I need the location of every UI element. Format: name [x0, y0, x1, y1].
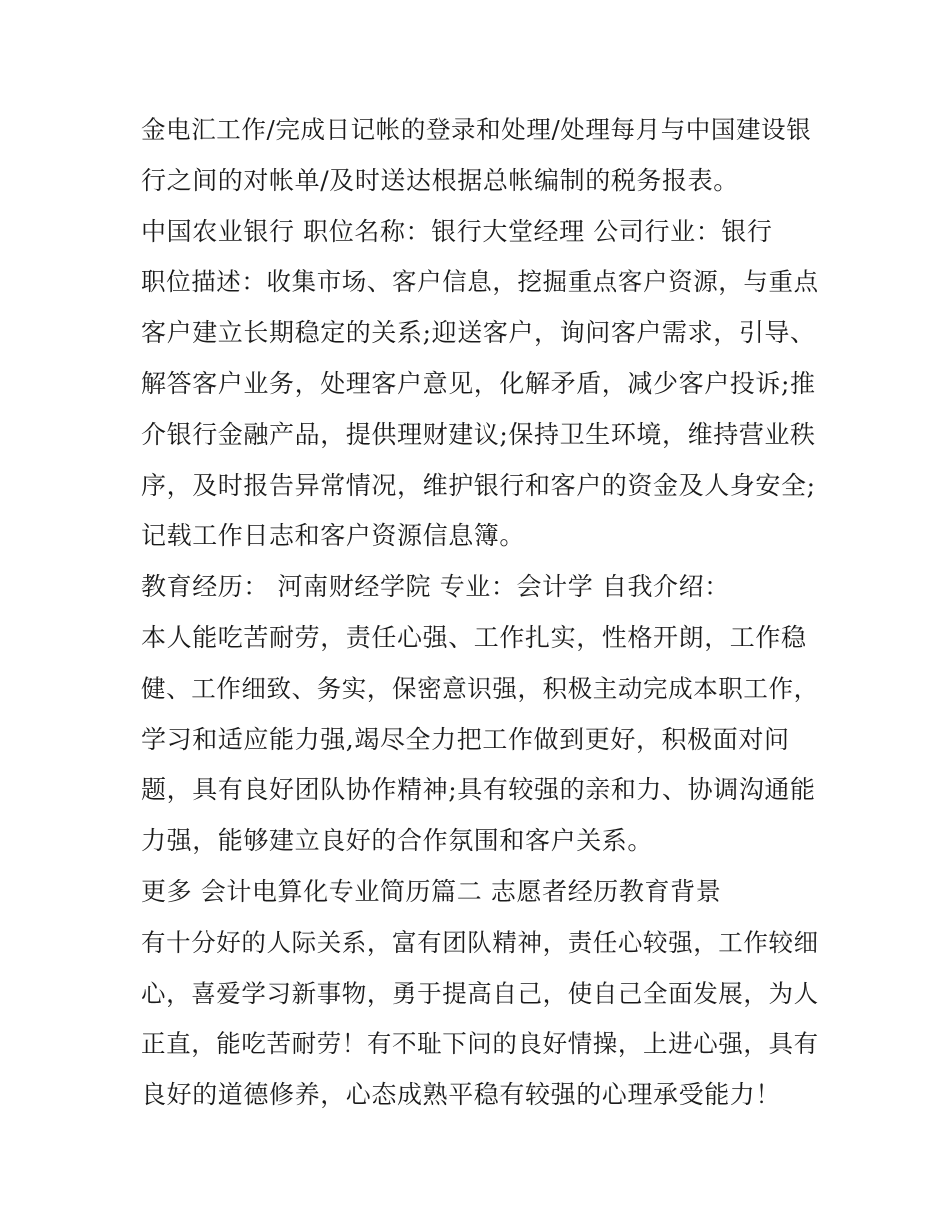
text-line: 行之间的对帐单/及时送达根据总帐编制的税务报表。: [141, 165, 739, 195]
text-line: 解答客户业务，处理客户意见，化解矛盾，减少客户投诉;推: [141, 368, 816, 398]
text-line: 心，喜爱学习新事物，勇于提高自己，使自己全面发展，为人: [141, 978, 819, 1008]
text-line: 教育经历： 河南财经学院 专业：会计学 自我介绍：: [141, 572, 730, 602]
text-line: 良好的道德修养，心态成熟平稳有较强的心理承受能力！: [141, 1080, 782, 1110]
text-line: 职位描述：收集市场、客户信息，挖掘重点客户资源，与重点: [141, 267, 819, 297]
text-line: 金电汇工作/完成日记帐的登录和处理/处理每月与中国建设银: [141, 115, 812, 144]
text-line: 本人能吃苦耐劳，责任心强、工作扎实，性格开朗，工作稳: [141, 622, 807, 652]
text-line: 有十分好的人际关系，富有团队精神，责任心较强，工作较细: [141, 927, 819, 957]
text-line: 中国农业银行 职位名称：银行大堂经理 公司行业：银行: [141, 216, 773, 246]
text-line: 学习和适应能力强,竭尽全力把工作做到更好，积极面对问: [141, 724, 790, 754]
text-line: 力强，能够建立良好的合作氛围和客户关系。: [141, 826, 654, 856]
text-line: 记载工作日志和客户资源信息簿。: [141, 521, 526, 551]
text-line: 题，具有良好团队协作精神;具有较强的亲和力、协调沟通能: [141, 775, 816, 805]
text-line: 正直，能吃苦耐劳！有不耻下问的良好情操，上进心强，具有: [141, 1029, 819, 1059]
document-body: [141, 105, 821, 1121]
text-line: 健、工作细致、务实，保密意识强，积极主动完成本职工作，: [141, 673, 819, 703]
text-line: 序，及时报告异常情况，维护银行和客户的资金及人身安全;: [141, 470, 816, 500]
text-line: 介银行金融产品，提供理财建议;保持卫生环境，维持营业秩: [141, 419, 816, 449]
text-line: 客户建立长期稳定的关系;迎送客户，询问客户需求，引导、: [141, 318, 816, 348]
text-line: 更多 会计电算化专业简历篇二 志愿者经历教育背景: [141, 876, 722, 906]
